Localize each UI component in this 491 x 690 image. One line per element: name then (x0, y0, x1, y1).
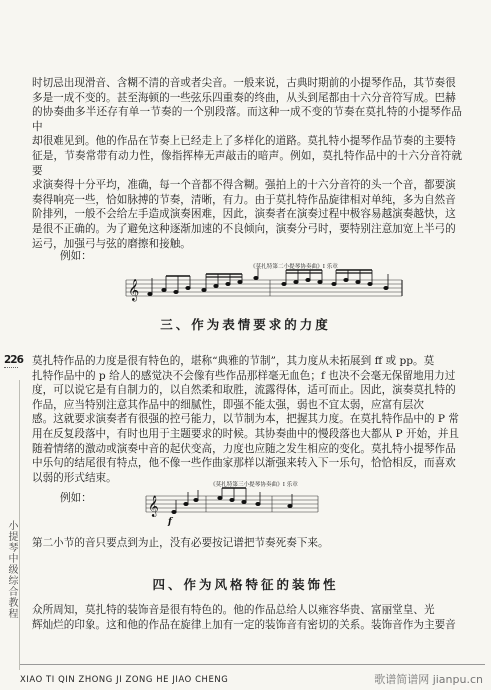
margin-rule (19, 380, 20, 670)
section-heading-3: 三、作为表情要求的力度 (160, 317, 331, 332)
paragraph-dynamics: 莫扎特作品的力度是很有特色的，堪称“典雅的节制”，其力度从未拓展到 ff 或 pp。莫 扎特作品中的 p 给人的感觉决不会像有些作品那样毫无血色；f 也决不会毫无保留地用力过 度，可以说它是有自制力的，以自然柔和取胜，流露得体，适可而止。因此，演奏莫扎特的 作品，应当特别注意其作品中的细腻性，即强不能太强，弱也不宜太弱，应富有层次 感。这就要求演奏者有很强的控弓能力，以节制为本，把握其力度。在莫扎特作品中的 P 常 用在反复段落中，有时也用于主题要求的时候。其协奏曲中的慢段落也大都从 P 开始，并且 随着情绪的激动或演奏中音的起伏变高，力度也应随之发生相应的变化。莫扎特小提琴作品 中乐句的结尾很有特点，他不像一些作曲家那样以渐强来转入下一乐句，恰恰相反，而喜欢 以弱的形式结束。 (32, 355, 460, 484)
score1-caption: 《莫扎特第二小提琴协奏曲》I 乐章 (250, 264, 338, 270)
music-score-1 (120, 260, 410, 310)
music-score-2 (140, 478, 340, 528)
page-number: 226 (4, 354, 23, 366)
treble-clef-icon: 𝄞 (148, 496, 159, 517)
treble-clef-icon: 𝄞 (128, 279, 140, 301)
page-number-ornament (4, 367, 18, 371)
paragraph-note: 第二小节的音只要点到为止，没有必要按记谱把节奏死奏下来。 (32, 537, 329, 549)
paragraph-ornament: 众所周知，莫扎特的装饰音是很有特色的。他的作品总给人以雍容华贵、富丽堂皇、光 辉灿烂的印象。这和他的作品在旋律上加有一定的装饰音有密切的关系。装饰音作为主要音 (32, 604, 456, 631)
score2-caption: 《莫扎特第三小提琴协奏曲》I 乐章 (210, 482, 298, 488)
footer-book-title: XIAO TI QIN ZHONG JI ZONG HE JIAO CHENG (20, 674, 229, 684)
margin-book-title: 小提琴中级综合教程 (6, 520, 17, 619)
score2-notes (172, 488, 292, 514)
watermark: 歌谱简谱网 jianpu.cn (374, 673, 483, 686)
paragraph-rhythm: 时切忌出现滑音、含糊不清的音或者尖音。一般来说，古典时期前的小提琴作品，其节奏很 多是一成不变的。甚至海顿的一些弦乐四重奏的终曲，从头到尾都由十六分音符写成。巴赫 的协奏曲多半还存有单一节奏的一个别段落。而这种一成不变的节奏在莫扎特的小提琴作品中 却很难见到。他的作品在节奏上已经走上了多样化的道路。莫扎特小提琴作品节奏的主要特 征是，节奏常带有动力性，像指挥棒无声敲击的暗声。例如，莫扎特作品中的十六分音符就要 求演奏得十分平均，准确，每一个音都不得含糊。强拍上的十六分音符的头一个音，都要演 奏得响亮一些，恰如脉搏的节奏，清晰，有力。由于莫扎特作品旋律相对单纯，多为自然音 阶排列，一般不会给左手造成演奏困难，因此，演奏者在演奏过程中极容易越演奏越快，这 是很不正确的。为了避免这种逐渐加速的不良倾向，演奏分弓时，要特别注意加宽上半弓的 运弓，加强弓与弦的磨擦和接触。 (32, 77, 462, 250)
example-label-1: 例如： (60, 250, 92, 262)
dynamic-marking: f (168, 517, 172, 527)
staff-lines-1 (126, 280, 402, 296)
section-heading-4: 四、作为风格特征的装饰性 (152, 577, 339, 592)
score1-notes (148, 268, 388, 296)
footer-rule (20, 664, 485, 665)
example-label-2: 例如： (60, 492, 92, 504)
